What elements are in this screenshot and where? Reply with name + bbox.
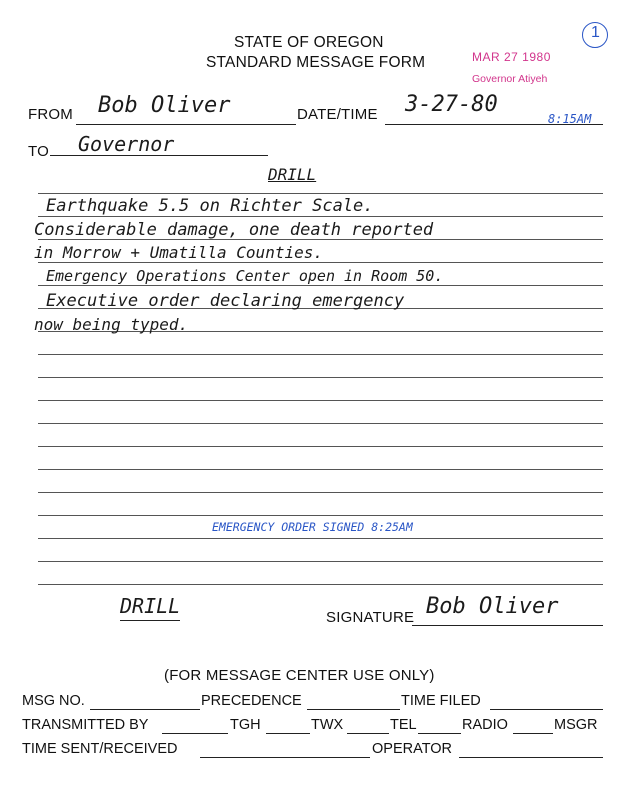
rule-line [38, 285, 603, 286]
rule-line [38, 492, 603, 493]
tel-label: TEL [390, 717, 417, 733]
time-value: 8:15AM [548, 112, 592, 126]
tgh-label: TGH [230, 717, 261, 733]
time-filed-label: TIME FILED [401, 693, 481, 709]
tel-line [418, 733, 461, 734]
twx-label: TWX [311, 717, 344, 733]
message-center-heading: (FOR MESSAGE CENTER USE ONLY) [164, 667, 435, 684]
message-line-2: Considerable damage, one death reported [34, 220, 434, 240]
emergency-order-annotation: EMERGENCY ORDER SIGNED 8:25AM [212, 520, 413, 534]
datetime-label: DATE/TIME [297, 106, 378, 123]
operator-line [459, 757, 603, 758]
twx-line [347, 733, 389, 734]
form-title-line1: STATE OF OREGON [234, 34, 384, 51]
transmitted-by-line [162, 733, 228, 734]
time-sent-line [200, 757, 370, 758]
date-value: 3-27-80 [405, 92, 498, 117]
drill-mark: DRILL [120, 594, 180, 621]
rule-line [38, 354, 603, 355]
message-line-6: now being typed. [34, 315, 189, 334]
message-line-3: in Morrow + Umatilla Counties. [34, 243, 323, 262]
to-label: TO [28, 143, 49, 160]
signature-value: Bob Oliver [426, 594, 559, 619]
precedence-line [307, 709, 400, 710]
rule-line [38, 561, 603, 562]
rule-line [38, 469, 603, 470]
time-sent-label: TIME SENT/RECEIVED [22, 741, 178, 757]
date-underline [385, 124, 603, 125]
radio-line [513, 733, 553, 734]
operator-label: OPERATOR [372, 741, 453, 757]
received-stamp-office: Governor Atiyeh [472, 73, 548, 85]
rule-line [38, 400, 603, 401]
rule-line [38, 538, 603, 539]
tgh-line [266, 733, 310, 734]
signature-underline [412, 625, 603, 626]
rule-line [38, 193, 603, 194]
time-filed-line [490, 709, 603, 710]
message-line-5: Executive order declaring emergency [46, 291, 405, 311]
page-number: 1 [591, 24, 600, 41]
from-underline [76, 124, 296, 125]
msgr-label: MSGR [554, 717, 598, 733]
drill-heading: DRILL [268, 165, 317, 184]
rule-line [38, 377, 603, 378]
to-value: Governor [78, 132, 175, 156]
rule-line [38, 584, 603, 585]
signature-label: SIGNATURE [326, 609, 415, 626]
rule-line [38, 446, 603, 447]
rule-line [38, 216, 603, 217]
transmitted-by-label: TRANSMITTED BY [22, 717, 149, 733]
message-line-4: Emergency Operations Center open in Room 50. [46, 267, 444, 285]
msg-no-label: MSG NO. [22, 693, 85, 709]
radio-label: RADIO [462, 717, 508, 733]
to-underline [50, 155, 268, 156]
message-line-1: Earthquake 5.5 on Richter Scale. [46, 196, 374, 216]
from-label: FROM [28, 106, 73, 123]
form-title-line2: STANDARD MESSAGE FORM [206, 54, 426, 71]
msg-no-line [90, 709, 200, 710]
rule-line [38, 423, 603, 424]
received-stamp-date: MAR 27 1980 [472, 50, 551, 64]
precedence-label: PRECEDENCE [201, 693, 302, 709]
from-value: Bob Oliver [98, 93, 231, 118]
rule-line [38, 515, 603, 516]
rule-line [38, 262, 603, 263]
